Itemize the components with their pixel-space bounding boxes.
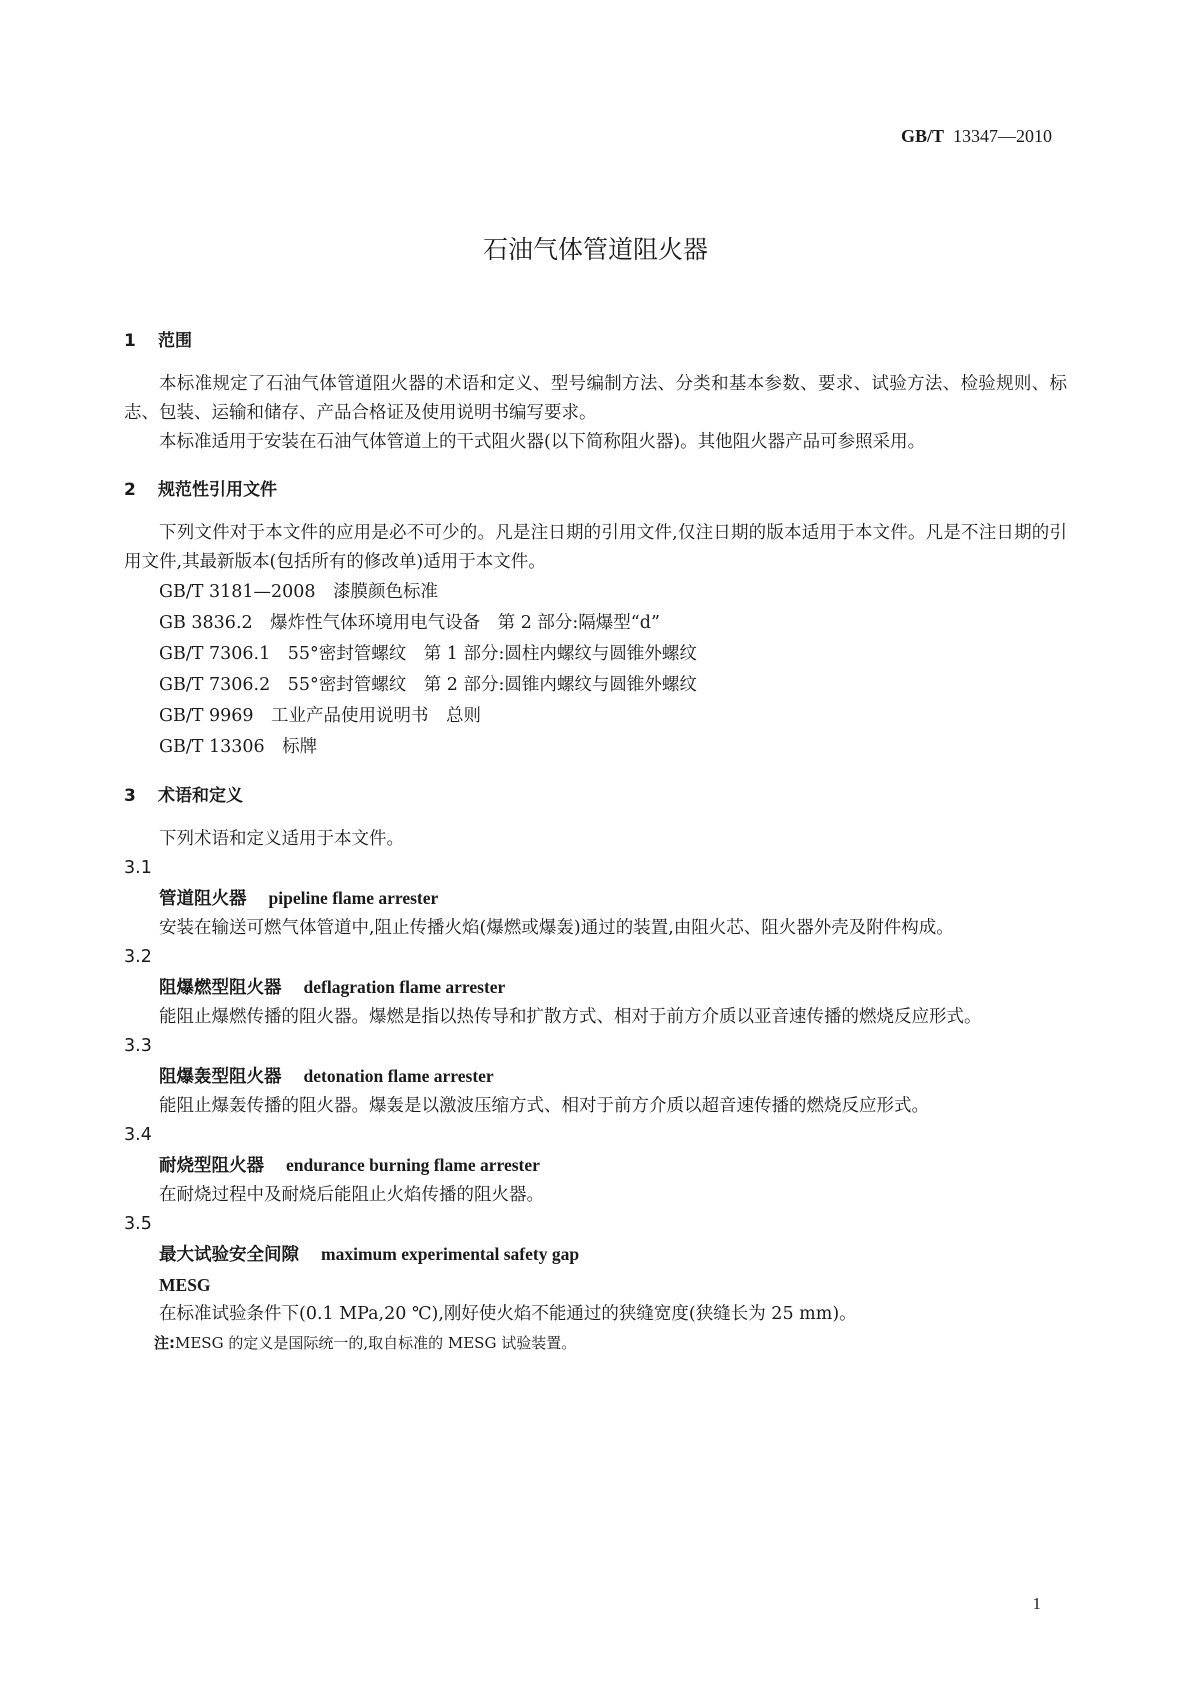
reference-item: GB 3836.2 爆炸性气体环境用电气设备 第 2 部分:隔爆型“d” — [159, 613, 660, 633]
document-body — [124, 326, 1067, 1357]
standard-number: 13347—2010 — [953, 126, 1052, 146]
term-definition: 在标准试验条件下(0.1 MPa,20 ℃),刚好使火焰不能通过的狭缝宽度(狭缝长为 25 mm)。 — [159, 1304, 857, 1324]
reference-item: GB/T 13306 标牌 — [159, 737, 318, 757]
reference-item: GB/T 3181—2008 漆膜颜色标准 — [159, 582, 439, 602]
term-zh: 最大试验安全间隙 — [159, 1245, 299, 1265]
standard-prefix: GB/T — [900, 126, 944, 146]
section-heading-normative-references — [124, 475, 1067, 505]
section-title: 范围 — [158, 331, 192, 351]
reference-item: GB/T 7306.1 55°密封管螺纹 第 1 部分:圆柱内螺纹与圆锥外螺纹 — [159, 644, 697, 664]
term-heading — [124, 883, 1067, 914]
term-abbreviation: MESG — [159, 1275, 211, 1295]
standard-code — [901, 126, 1052, 147]
section-number: 3 — [124, 786, 136, 806]
section-number: 1 — [124, 331, 136, 351]
term-definition: 在耐烧过程中及耐烧后能阻止火焰传播的阻火器。 — [159, 1185, 544, 1205]
term-zh: 阻爆轰型阻火器 — [159, 1067, 282, 1087]
section-number: 2 — [124, 480, 136, 500]
paragraph: 下列术语和定义适用于本文件。 — [159, 829, 404, 849]
term-en: deflagration flame arrester — [303, 977, 506, 997]
note-text: MESG 的定义是国际统一的,取自标准的 MESG 试验装置。 — [175, 1334, 577, 1352]
note-label: 注: — [154, 1334, 175, 1352]
term-zh: 管道阻火器 — [159, 889, 247, 909]
term-number: 3.3 — [124, 1036, 152, 1056]
term-number: 3.5 — [124, 1214, 152, 1234]
term-definition: 能阻止爆轰传播的阻火器。爆轰是以激波压缩方式、相对于前方介质以超音速传播的燃烧反应形式。 — [159, 1096, 929, 1116]
reference-item: GB/T 9969 工业产品使用说明书 总则 — [159, 706, 482, 726]
term-heading — [124, 1061, 1067, 1092]
term-en: pipeline flame arrester — [268, 888, 439, 908]
term-heading — [124, 972, 1067, 1003]
term-number: 3.1 — [124, 858, 152, 878]
paragraph: 下列文件对于本文件的应用是必不可少的。凡是注日期的引用文件,仅注日期的版本适用于本文件。凡是不注日期的引用文件,其最新版本(包括所有的修改单)适用于本文件。 — [124, 523, 1067, 572]
term-number: 3.2 — [124, 947, 152, 967]
reference-item: GB/T 7306.2 55°密封管螺纹 第 2 部分:圆锥内螺纹与圆锥外螺纹 — [159, 675, 697, 695]
term-zh: 耐烧型阻火器 — [159, 1156, 264, 1176]
term-heading — [124, 1239, 1067, 1270]
page-title: 石油气体管道阻火器 — [482, 235, 708, 264]
term-number: 3.4 — [124, 1125, 152, 1145]
section-title: 规范性引用文件 — [158, 480, 277, 500]
paragraph: 本标准规定了石油气体管道阻火器的术语和定义、型号编制方法、分类和基本参数、要求、试验方法、检验规则、标志、包装、运输和储存、产品合格证及使用说明书编写要求。 — [124, 374, 1067, 423]
term-en: maximum experimental safety gap — [321, 1244, 580, 1264]
term-definition: 安装在输送可燃气体管道中,阻止传播火焰(爆燃或爆轰)通过的装置,由阻火芯、阻火器外壳及附件构成。 — [159, 918, 954, 938]
paragraph: 本标准适用于安装在石油气体管道上的干式阻火器(以下简称阻火器)。其他阻火器产品可参照采用。 — [159, 432, 926, 452]
term-definition: 能阻止爆燃传播的阻火器。爆燃是指以热传导和扩散方式、相对于前方介质以亚音速传播的燃烧反应形式。 — [159, 1007, 982, 1027]
term-zh: 阻爆燃型阻火器 — [159, 978, 282, 998]
section-title: 术语和定义 — [158, 786, 243, 806]
term-en: detonation flame arrester — [303, 1066, 494, 1086]
page-number: 1 — [1032, 1594, 1041, 1613]
term-en: endurance burning flame arrester — [286, 1155, 540, 1175]
term-note — [124, 1329, 1067, 1357]
section-heading-terms — [124, 781, 1067, 811]
section-heading-scope — [124, 326, 1067, 356]
term-heading — [124, 1150, 1067, 1181]
